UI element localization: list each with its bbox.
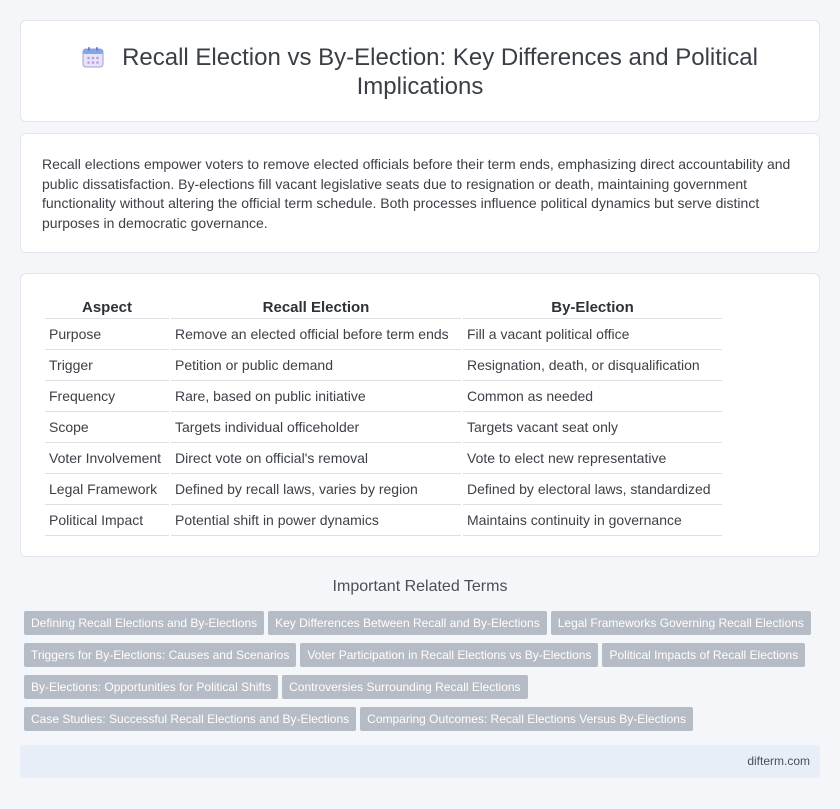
cell-by-election: Defined by electoral laws, standardized xyxy=(463,474,722,505)
comparison-table-card xyxy=(20,273,820,557)
intro-card xyxy=(20,133,820,253)
cell-aspect: Frequency xyxy=(45,381,169,412)
tag-row xyxy=(24,611,824,643)
related-term-tag[interactable]: Defining Recall Elections and By-Elections xyxy=(24,611,264,635)
table-row xyxy=(45,381,722,412)
tag-row xyxy=(24,643,824,675)
cell-recall: Targets individual officeholder xyxy=(171,412,461,443)
cell-by-election: Vote to elect new representative xyxy=(463,443,722,474)
page-title: Recall Election vs By-Election: Key Differences and Political Implications xyxy=(122,44,758,100)
related-term-tag[interactable]: Triggers for By-Elections: Causes and Scenarios xyxy=(24,643,296,667)
cell-aspect: Political Impact xyxy=(45,505,169,536)
cell-recall: Potential shift in power dynamics xyxy=(171,505,461,536)
cell-by-election: Fill a vacant political office xyxy=(463,319,722,350)
tag-row xyxy=(24,707,824,739)
related-term-tag[interactable]: Key Differences Between Recall and By-Elections xyxy=(268,611,547,635)
calendar-icon xyxy=(82,46,104,68)
comparison-table xyxy=(43,297,724,536)
cell-aspect: Voter Involvement xyxy=(45,443,169,474)
intro-text: Recall elections empower voters to remove elected officials before their term ends, emphasizing direct accountability and public dissatisfaction. By-elections fill vacant legislative seats due to resignation or death, maintaining government functionality without altering the official term schedule. Both processes influence political dynamics but serve distinct purposes in democratic governance. xyxy=(42,156,791,231)
cell-recall: Rare, based on public initiative xyxy=(171,381,461,412)
cell-by-election: Maintains continuity in governance xyxy=(463,505,722,536)
header-by-election: By-Election xyxy=(463,297,722,319)
table-row xyxy=(45,505,722,536)
cell-aspect: Legal Framework xyxy=(45,474,169,505)
cell-recall: Direct vote on official's removal xyxy=(171,443,461,474)
related-term-tag[interactable]: Comparing Outcomes: Recall Elections Versus By-Elections xyxy=(360,707,693,731)
header-recall-election: Recall Election xyxy=(171,297,461,319)
footer-site-link[interactable]: difterm.com xyxy=(747,754,810,768)
related-term-tag[interactable]: Controversies Surrounding Recall Elections xyxy=(282,675,527,699)
cell-by-election: Targets vacant seat only xyxy=(463,412,722,443)
related-term-tag[interactable]: Political Impacts of Recall Elections xyxy=(602,643,805,667)
header-aspect: Aspect xyxy=(45,297,169,319)
cell-aspect: Trigger xyxy=(45,350,169,381)
cell-recall: Remove an elected official before term ends xyxy=(171,319,461,350)
cell-aspect: Scope xyxy=(45,412,169,443)
tag-row xyxy=(24,675,824,707)
related-term-tag[interactable]: By-Elections: Opportunities for Political Shifts xyxy=(24,675,278,699)
cell-recall: Defined by recall laws, varies by region xyxy=(171,474,461,505)
cell-recall: Petition or public demand xyxy=(171,350,461,381)
table-row xyxy=(45,474,722,505)
related-term-tag[interactable]: Legal Frameworks Governing Recall Elections xyxy=(551,611,811,635)
cell-by-election: Common as needed xyxy=(463,381,722,412)
footer xyxy=(20,745,820,778)
table-row xyxy=(45,412,722,443)
related-terms-list xyxy=(24,611,824,739)
table-row xyxy=(45,443,722,474)
table-header-row xyxy=(45,297,722,319)
related-term-tag[interactable]: Case Studies: Successful Recall Elections and By-Elections xyxy=(24,707,356,731)
related-terms-title: Important Related Terms xyxy=(332,578,508,595)
cell-by-election: Resignation, death, or disqualification xyxy=(463,350,722,381)
related-term-tag[interactable]: Voter Participation in Recall Elections vs By-Elections xyxy=(300,643,598,667)
cell-aspect: Purpose xyxy=(45,319,169,350)
page-title-wrap xyxy=(21,43,819,101)
table-row xyxy=(45,319,722,350)
header-card xyxy=(20,20,820,122)
table-row xyxy=(45,350,722,381)
